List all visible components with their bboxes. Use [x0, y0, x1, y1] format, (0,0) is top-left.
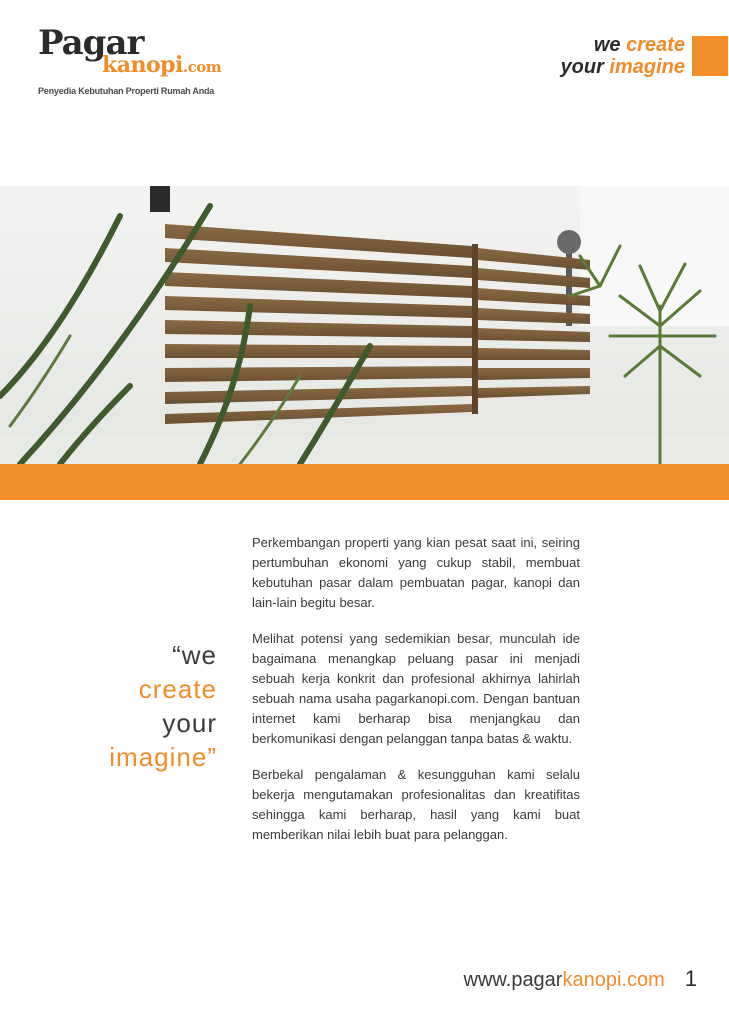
paragraph-3: Berbekal pengalaman & kesungguhan kami selalu bekerja mengutamakan profesionalitas dan kreatifitas sehingga kami berharap, hasil yang kami buat memberikan nilai lebih buat para pelanggan. [252, 767, 580, 842]
logo-wordmark-kanopi [102, 53, 221, 79]
tagline: Penyedia Kebutuhan Properti Rumah Anda [38, 86, 215, 96]
hero-illustration [0, 186, 729, 464]
logo-kanopi-text: kanopi [102, 52, 183, 78]
footer [464, 966, 697, 992]
quote-line-1: “we [172, 640, 217, 670]
logo-domain-suffix: .com [182, 58, 222, 76]
quote-line-4: imagine” [109, 742, 217, 772]
paragraph-1: Perkembangan properti yang kian pesat saat ini, seiring pertumbuhan ekonomi yang cukup stabil, membuat kebutuhan pasar dalam pembuatan pagar, kanopi dan lain-lain begitu besar. [252, 535, 580, 610]
paragraph-2: Melihat potensi yang sedemikian besar, munculah ide bagaimana menangkap peluang pasar ini menjadi sebuah kerja konkrit dan profesional akhirnya lahirlah sebuah nama usaha pagarkanopi.com. Dengan bantuan internet kami berharap bisa menjangkau dan berkomunikasi dengan pelanggan tanpa batas & waktu. [252, 631, 580, 746]
orange-divider-band [0, 464, 729, 500]
hero-photo [0, 186, 729, 464]
footer-url-accent: kanopi.com [562, 969, 665, 991]
pull-quote [109, 638, 217, 774]
slogan-create: create [626, 34, 685, 56]
brand-accent-square [692, 36, 728, 76]
slogan-your: your [560, 56, 610, 78]
body-text [252, 533, 580, 861]
footer-url[interactable] [464, 969, 665, 991]
quote-line-3: your [162, 708, 217, 738]
quote-line-2: create [138, 674, 217, 704]
header-slogan [561, 34, 685, 78]
page-number: 1 [684, 966, 697, 991]
footer-url-prefix: www.pagar [463, 969, 563, 991]
logo-wordmark-pagar: Pagar [38, 23, 144, 63]
slogan-we: we [593, 34, 627, 56]
slogan-imagine: imagine [609, 56, 685, 78]
